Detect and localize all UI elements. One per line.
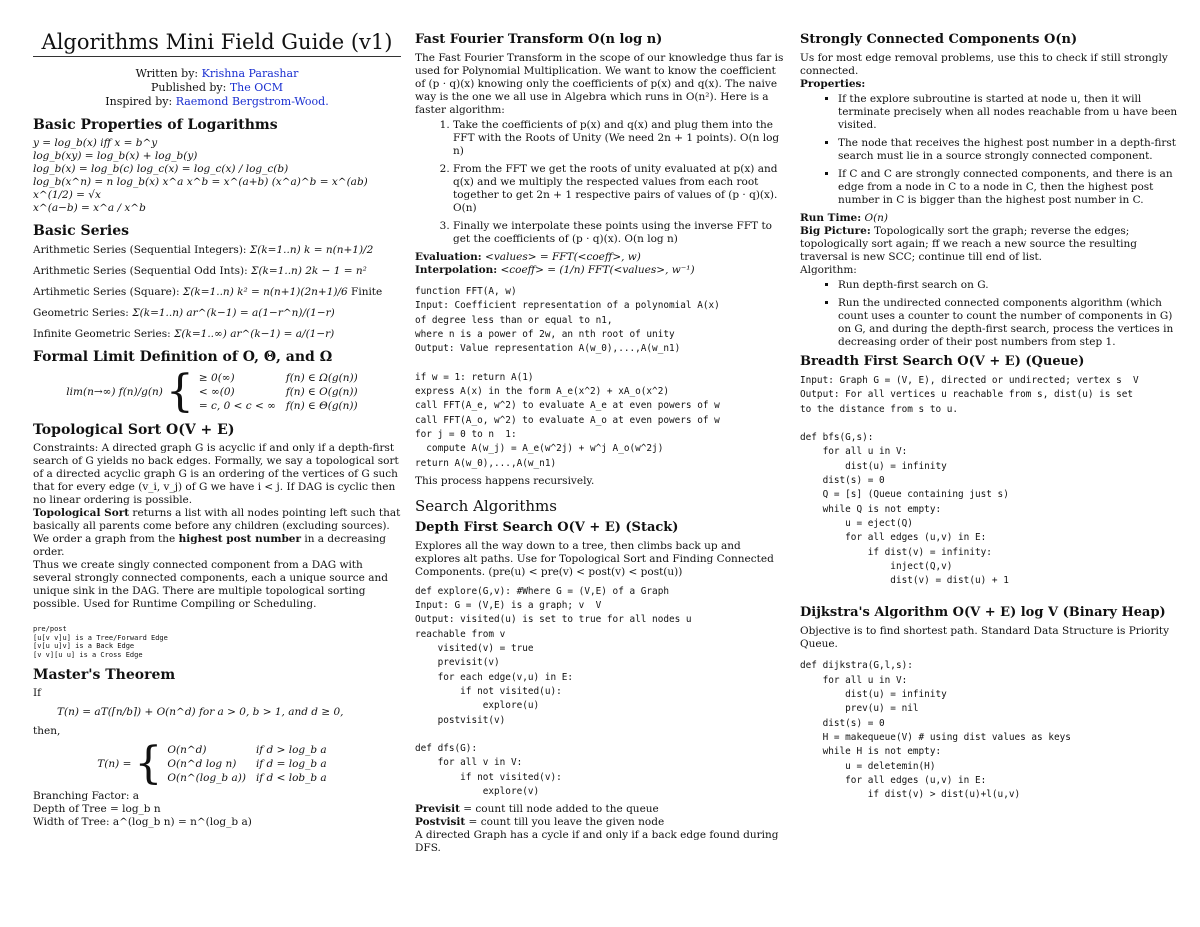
eval-text: <values> = FFT(<coeff>, w) — [485, 251, 641, 263]
scc-property: ▪ The node that receives the highest post number in a depth-first search must lie in a source strongly connected component. — [838, 137, 1185, 163]
left-brace-icon: { — [134, 738, 163, 789]
master-cond: if d > log_b a — [255, 744, 327, 756]
scc-runtime — [800, 212, 1185, 225]
edge-types: pre/post [u[v v]u] is a Tree/Forward Edge [v[u u]v] is a Back Edge [v v][u u] is a Cross Edge — [33, 625, 168, 659]
previsit-label: Previsit — [415, 803, 460, 816]
log-line: x^(a−b) = x^a / x^b — [33, 202, 146, 214]
postvisit-def — [415, 816, 785, 829]
scc-algorithm — [800, 279, 1185, 349]
search-heading: Search Algorithms — [415, 496, 557, 515]
dfs-code: def explore(G,v): #Where G = (V,E) of a Graph Input: G = (V,E) is a graph; v V Output: visited(u) is set to true for all nodes u reachable from v visited(v) = true previsit(v) for each edge(v,u) in E: if not visited(u): explore(u) postvisit(v) def dfs(G): for all v in V: if not visited(v): explore(v) — [415, 585, 692, 798]
series-row — [33, 286, 401, 299]
limit-lhs: lim(n→∞) f(n)/g(n) — [66, 386, 163, 398]
limit-cond: < ∞(0) — [198, 386, 235, 398]
interp-text: <coeff> = (1/n) FFT(<values>, w⁻¹) — [500, 264, 695, 276]
limit-cases — [197, 370, 368, 414]
topo-text: returns a list with all nodes pointing left such that basically all parents come before any children (excluding sources). We order a graph from the — [33, 507, 401, 545]
inspired-label: Inspired by: — [105, 95, 173, 108]
dijkstra-intro: Objective is to find shortest path. Standard Data Structure is Priority Queue. — [800, 625, 1170, 651]
series-label: Geometric Series: — [33, 307, 129, 319]
topo-description — [33, 507, 401, 559]
log-line: log_b(x) = log_b(c) log_c(x) = log_c(x) / log_c(b) — [33, 163, 289, 175]
cycle-note: A directed Graph has a cycle if and only if a back edge found during DFS. — [415, 829, 779, 855]
scc-property: ▪ If C and C are strongly connected components, and there is an edge from a node in C to a node in C, then the highest post number in C is bigger than the highest post number in C. — [838, 168, 1185, 207]
master-val: O(n^d log n) — [167, 758, 237, 770]
master-lhs: T(n) = — [97, 758, 132, 770]
scc-algo-step: ▪ Run the undirected connected components algorithm (which count uses a counter to count the number of components in G) on G, and during the depth-first search, process the vertices in decreasing order of their post numbers from step 1. — [838, 297, 1185, 349]
topo-constraints: Constraints: A directed graph G is acyclic if and only if a depth-first search of G yields no back edges. Formally, we say a topological sort of a directed acyclic graph G is an ordering of the vertices of G such that for every edge (v_i, v_j) of G we have i < j. If DAG is cyclic then no linear ordering is possible. — [33, 442, 399, 506]
series-row — [33, 244, 401, 257]
dijkstra-heading: Dijkstra's Algorithm O(V + E) log V (Binary Heap) — [800, 605, 1166, 621]
series-formula: Σ(k=1..n) 2k − 1 = n² — [251, 265, 367, 277]
dijkstra-code: def dijkstra(G,l,s): for all u in V: dist(u) = infinity prev(u) = nil dist(s) = 0 H = makequeue(V) # using dist values as keys while H is not empty: u = deletemin(H) for all edges (u,v) in E: if dist(v) > dist(u)+l(u,v) — [800, 660, 1071, 801]
big-picture-label: Big Picture: — [800, 225, 871, 237]
fft-step: 3. Finally we interpolate these points using the inverse FFT to get the coefficients of (p · q)(x). O(n log n) — [453, 220, 785, 246]
series-row — [33, 265, 401, 278]
series-formula: Σ(k=1..n) ar^(k−1) = a(1−r^n)/(1−r) — [132, 307, 335, 319]
fft-heading: Fast Fourier Transform O(n log n) — [415, 32, 663, 47]
limit-result: f(n) ∈ O(g(n)) — [285, 386, 358, 398]
postvisit-label: Postvisit — [415, 816, 466, 829]
bfs-heading: Breadth First Search O(V + E) (Queue) — [800, 354, 1085, 369]
limit-cond: ≥ 0(∞) — [198, 372, 235, 384]
interp-label: Interpolation: — [415, 264, 498, 276]
topo-term: highest post number — [178, 533, 301, 545]
master-then: then, — [33, 725, 61, 737]
fft-interpolation — [415, 264, 785, 277]
master-heading: Master's Theorem — [33, 667, 176, 683]
dfs-heading: Depth First Search O(V + E) (Stack) — [415, 519, 679, 535]
author-link[interactable]: Krishna Parashar — [201, 67, 299, 80]
master-recurrence: T(n) = aT(⌈n/b⌉) + O(n^d) for a > 0, b > 1, and d ≥ 0, — [57, 706, 344, 718]
series-label: Artihmetic Series (Square): — [33, 286, 180, 298]
runtime-value: O(n) — [864, 212, 889, 224]
scc-algorithm-label: Algorithm: — [800, 264, 857, 276]
series-formula: Σ(k=1..n) k² = n(n+1)(2n+1)/6 — [182, 286, 348, 298]
master-cond: if d < lob_b a — [255, 772, 327, 784]
series-formula: Σ(k=1..∞) ar^(k−1) = a/(1−r) — [173, 328, 335, 340]
master-cond: if d = log_b a — [255, 758, 327, 770]
column-3 — [800, 28, 1185, 802]
page-title: Algorithms Mini Field Guide (v1) — [33, 30, 401, 57]
limit-heading: Formal Limit Definition of O, Θ, and Ω — [33, 349, 333, 365]
written-label: Written by: — [135, 67, 199, 80]
series-heading: Basic Series — [33, 223, 130, 239]
fft-step: 2. From the FFT we get the roots of unity evaluated at p(x) and q(x) and we multiply the respected values from each root together to get 2n + 1 respective pairs of values of (p · q)(x). O(n) — [453, 163, 785, 215]
series-suffix: Finite — [351, 286, 383, 298]
inspiration-link[interactable]: Raemond Bergstrom-Wood. — [175, 95, 329, 108]
topo-heading: Topological Sort O(V + E) — [33, 422, 235, 438]
log-line: log_b(x^n) = n log_b(x) x^a x^b = x^(a+b) (x^a)^b = x^(ab) x^(1/2) = √x — [33, 176, 368, 201]
master-val: O(n^(log_b a)) — [167, 772, 246, 784]
log-line: log_b(xy) = log_b(x) + log_b(y) — [33, 150, 198, 162]
scc-properties — [800, 93, 1185, 207]
fft-recursive-note: This process happens recursively. — [415, 474, 595, 487]
logs-heading: Basic Properties of Logarithms — [33, 117, 278, 133]
fft-evaluation — [415, 251, 785, 264]
master-if: If — [33, 687, 42, 699]
column-2 — [415, 28, 785, 855]
fft-code: function FFT(A, w) Input: Coefficient representation of a polynomial A(x) of degree less than or equal to n1, where n is a power of 2w, an nth root of unity Output: Value representation A(w_0),...,A(w_n1) if w = 1: return A(1) express A(x) in the form A_e(x^2) + xA_o(x^2) call FFT(A_e, w^2) to evaluate A_e at even powers of w call FFT(A_o, w^2) to evaluate A_o at even powers of w for j = 0 to n 1: compute A(w_j) = A_e(w^2j) + w^j A_o(w^2j) return A(w_0),...,A(w_n1) — [415, 286, 720, 469]
limit-result: f(n) ∈ Θ(g(n)) — [285, 400, 358, 412]
scc-property: ▪ If the explore subroutine is started at node u, then it will terminate precisely when all nodes reachable from u have been visited. — [838, 93, 1185, 132]
scc-heading: Strongly Connected Components O(n) — [800, 32, 1078, 47]
scc-properties-label: Properties: — [800, 78, 866, 90]
series-label: Infinite Geometric Series: — [33, 328, 171, 340]
master-val: O(n^d) — [167, 744, 207, 756]
scc-intro: Us for most edge removal problems, use this to check if still strongly connected. — [800, 52, 1168, 77]
series-label: Arithmetic Series (Sequential Odd Ints): — [33, 265, 248, 277]
topo-text: in a decreasing order. — [33, 533, 386, 558]
published-label: Published by: — [151, 81, 227, 94]
big-picture-text: Topologically sort the graph; reverse the edges; topologically sort again; ff we reach a new source the resulting traversal is new SCC; continue till end of list. — [800, 225, 1137, 263]
column-1 — [33, 28, 401, 829]
scc-algo-step: ▪ Run depth-first search on G. — [838, 279, 1185, 292]
master-cases — [165, 742, 336, 786]
tree-width: Width of Tree: a^(log_b n) = n^(log_b a) — [33, 816, 252, 828]
log-line: y = log_b(x) iff x = b^y — [33, 137, 158, 149]
fft-steps — [415, 119, 785, 246]
topo-term: Topological Sort — [33, 507, 130, 519]
postvisit-text: = count till you leave the given node — [465, 816, 665, 829]
dfs-description: Explores all the way down to a tree, then climbs back up and explores alt paths. Use for Topological Sort and Finding Connected Components. (pre(u) < pre(v) < post(v) < post(u)) — [415, 539, 774, 578]
bfs-code: Input: Graph G = (V, E), directed or undirected; vertex s V Output: For all vertices u reachable from s, dist(u) is set to the distance from s to u. def bfs(G,s): for all u in V: dist(u) = infinity dist(s) = 0 Q = [s] (Queue containing just s) while Q is not empty: u = eject(Q) for all edges (u,v) in E: if dist(v) = infinity: inject(Q,v) dist(v) = dist(u) + 1 — [800, 375, 1139, 587]
tree-depth: Depth of Tree = log_b n — [33, 803, 161, 815]
previsit-def — [415, 803, 785, 816]
left-brace-icon: { — [165, 366, 194, 417]
topo-scc-note: Thus we create singly connected component from a DAG with several strongly connected components, each a unique source and unique sink in the DAG. There are multiple topological sorting possible. Used for Runtime Compiling or Scheduling. — [33, 559, 388, 610]
eval-label: Evaluation: — [415, 251, 482, 263]
publisher-link[interactable]: The OCM — [229, 81, 283, 94]
scc-big-picture — [800, 225, 1185, 264]
limit-cond: = c, 0 < c < ∞ — [198, 400, 276, 412]
fft-step: 1. Take the coefficients of p(x) and q(x) and plug them into the FFT with the Roots of Unity (We need 2n + 1 points). O(n log n) — [453, 119, 785, 158]
runtime-label: Run Time: — [800, 212, 862, 224]
previsit-text: = count till node added to the queue — [459, 803, 659, 816]
branching-factor: Branching Factor: a — [33, 790, 139, 802]
fft-intro: The Fast Fourier Transform in the scope of our knowledge thus far is used for Polynomial Multiplication. We want to know the coefficient of (p · q)(x) knowing only the coefficients of p(x) and q(x). The naive way is the one we all use in Algebra which runs in O(n²). Here is a faster algorithm: — [415, 52, 784, 116]
series-formula: Σ(k=1..n) k = n(n+1)/2 — [249, 244, 374, 256]
series-row — [33, 328, 401, 341]
series-row — [33, 307, 401, 320]
logs-list — [33, 137, 401, 215]
limit-formula — [33, 366, 401, 417]
master-formula — [33, 738, 401, 789]
credits — [33, 67, 401, 109]
limit-result: f(n) ∈ Ω(g(n)) — [285, 372, 358, 384]
series-label: Arithmetic Series (Sequential Integers): — [33, 244, 247, 256]
